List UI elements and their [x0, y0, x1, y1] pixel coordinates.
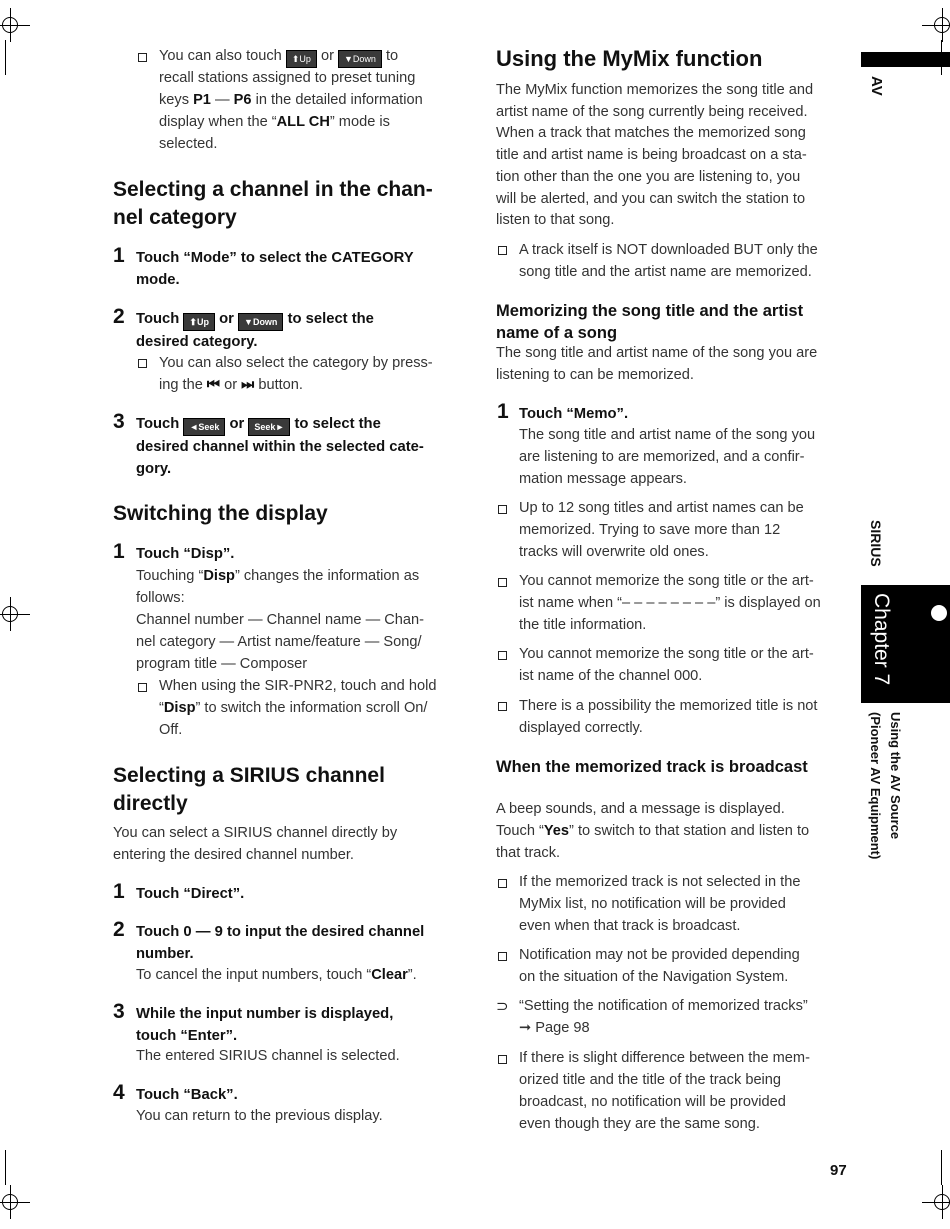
bullet-box-icon	[138, 53, 147, 62]
crop-line-left-bottom	[5, 1150, 6, 1185]
step-text: Touch ◄Seek or Seek► to select the desired channel within the selected cate- gory.	[136, 416, 424, 477]
step-text: Touch “Direct”.	[136, 886, 245, 902]
step-text: Touch 0 — 9 to input the desired channel number.	[136, 924, 425, 962]
heading-selecting-channel-category: Selecting a channel in the chan- nel category	[113, 178, 433, 229]
registration-mark-top-right	[922, 8, 950, 42]
bullet-box-icon	[498, 246, 507, 255]
step-number: 1	[113, 244, 125, 267]
chapter-tab-reg-mark	[931, 605, 947, 621]
up-button-icon: ⬆Up	[183, 313, 215, 331]
heading-when-broadcast: When the memorized track is broadcast	[496, 758, 808, 776]
step-text: Touch ⬆Up or ▼Down to select the desired category.	[136, 311, 374, 350]
crop-line-left-top	[5, 40, 6, 75]
page-number: 97	[830, 1162, 847, 1179]
step-number: 2	[113, 305, 125, 328]
step-description: The entered SIRIUS channel is selected.	[136, 1048, 400, 1064]
registration-mark-bottom-left	[0, 1185, 30, 1219]
step-number: 3	[113, 410, 125, 433]
bullet-box-icon	[498, 578, 507, 587]
registration-mark-bottom-right	[922, 1185, 950, 1219]
side-tab-top-bar	[861, 52, 950, 67]
prev-track-icon: ⏮	[206, 377, 221, 393]
side-label-av: AV	[868, 76, 885, 96]
bullet-box-icon	[498, 1055, 507, 1064]
down-button-icon: ▼Down	[238, 313, 283, 331]
step-description: You can return to the previous display.	[136, 1108, 383, 1124]
seek-forward-button-icon: Seek►	[248, 418, 290, 436]
side-label-sirius: SIRIUS	[868, 520, 884, 567]
side-label-using-av-source: Using the AV Source	[888, 712, 903, 840]
step-text: Touch “Memo”.	[519, 406, 629, 422]
crop-line-right-bottom	[941, 1150, 942, 1185]
bullet-box-icon	[498, 879, 507, 888]
step-text: Touch “Mode” to select the CATEGORY mode.	[136, 250, 414, 288]
step-number: 1	[497, 400, 509, 423]
bullet-box-icon	[138, 683, 147, 692]
bullet-box-icon	[498, 702, 507, 711]
step-number: 2	[113, 918, 125, 941]
step-description: To cancel the input numbers, touch “Clear”.	[136, 967, 417, 983]
heading-switching-display: Switching the display	[113, 502, 328, 525]
registration-mark-mid-left	[0, 597, 30, 631]
next-track-icon: ⏭	[241, 377, 255, 393]
bullet-box-icon	[498, 505, 507, 514]
heading-memorizing: Memorizing the song title and the artist name of a song	[496, 302, 804, 342]
side-label-pioneer-av: (Pioneer AV Equipment)	[868, 712, 883, 860]
bullet-box-icon	[498, 952, 507, 961]
step-text: Touch “Back”.	[136, 1087, 238, 1103]
down-button-icon: ▼Down	[338, 50, 382, 68]
chapter-tab: Chapter 7	[861, 585, 950, 703]
step-number: 1	[113, 880, 125, 903]
reference-arrow-icon: ⊃	[496, 998, 509, 1015]
heading-selecting-sirius-channel: Selecting a SIRIUS channel directly	[113, 764, 385, 815]
up-button-icon: ⬆Up	[286, 50, 317, 68]
registration-mark-top-left	[0, 8, 30, 42]
heading-using-mymix: Using the MyMix function	[496, 46, 763, 71]
step-number: 4	[113, 1081, 125, 1104]
bullet-box-icon	[498, 651, 507, 660]
step-text: Touch “Disp”.	[136, 546, 235, 562]
step-number: 1	[113, 540, 125, 563]
bullet-box-icon	[138, 359, 147, 368]
step-text: While the input number is displayed, touch “Enter”.	[136, 1006, 394, 1044]
seek-back-button-icon: ◄Seek	[183, 418, 225, 436]
step-number: 3	[113, 1000, 125, 1023]
